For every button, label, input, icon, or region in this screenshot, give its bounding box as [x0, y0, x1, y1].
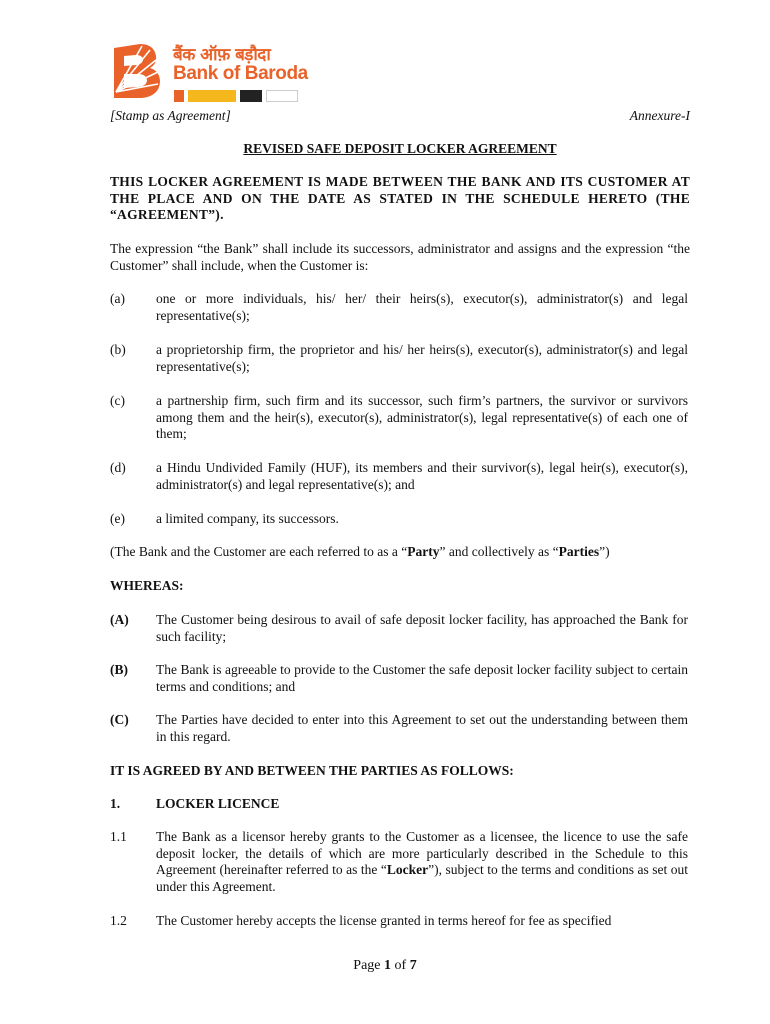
strip-orange	[174, 90, 184, 102]
strip-dark	[240, 90, 262, 102]
stamp-note: [Stamp as Agreement]	[110, 108, 231, 123]
section-title: LOCKER LICENCE	[156, 796, 280, 811]
intro-paragraph: THIS LOCKER AGREEMENT IS MADE BETWEEN THE BANK AND ITS CUSTOMER AT THE PLACE AND ON THE DATE AS STATED IN THE SCHEDULE HERETO (THE “AGREEMENT”).	[110, 174, 690, 222]
list-item-label: (e)	[110, 511, 125, 526]
whereas-heading: WHEREAS:	[110, 578, 184, 593]
list-item-label: (A)	[110, 612, 129, 627]
parties-term: Parties	[558, 544, 600, 559]
strip-yellow	[188, 90, 236, 102]
annexure-label: Annexure-I	[629, 108, 690, 123]
list-item-label: (d)	[110, 460, 126, 475]
locker-term: Locker	[386, 862, 429, 877]
parties-text-1: (The Bank and the Customer are each referred to as a “	[110, 544, 408, 559]
section-number: 1.	[110, 796, 121, 811]
list-item-label: (B)	[110, 662, 128, 677]
list-item-label: (b)	[110, 342, 126, 357]
clause-text-1: The Bank as a licensor hereby grants to the Customer as a licensee, the licence to use the safe deposit locker, the details of which are more particularly described in the Schedule to this Agreement (hereinafter referred to as the “	[156, 829, 688, 877]
list-item-label: (a)	[110, 291, 125, 306]
parties-definition	[110, 544, 690, 561]
logo-english-name: Bank of Baroda	[173, 63, 308, 84]
list-item-text: The Bank is agreeable to provide to the Customer the safe deposit locker facility subject to certain terms and conditions; and	[156, 662, 688, 694]
page-footer	[0, 958, 770, 974]
clause-number: 1.1	[110, 829, 127, 844]
clause-text	[156, 829, 688, 895]
party-term: Party	[407, 544, 440, 559]
total-pages: 7	[409, 958, 417, 973]
parties-text-2: ” and collectively as “	[439, 544, 559, 559]
header-row	[110, 108, 690, 124]
list-item-text: The Parties have decided to enter into this Agreement to set out the understanding between them in this regard.	[156, 712, 688, 744]
document-title: REVISED SAFE DEPOSIT LOCKER AGREEMENT	[243, 141, 557, 156]
list-item-text: The Customer being desirous to avail of safe deposit locker facility, has approached the Bank for such facility;	[156, 612, 688, 644]
parties-text-3: ”)	[599, 544, 610, 559]
list-item-text: a Hindu Undivided Family (HUF), its members and their survivor(s), legal heir(s), executor(s), administrator(s) and legal representative(s); and	[156, 460, 688, 492]
strip-white	[266, 90, 298, 102]
agreed-heading: IT IS AGREED BY AND BETWEEN THE PARTIES AS FOLLOWS:	[110, 763, 514, 778]
list-item-text: a proprietorship firm, the proprietor and his/ her heirs(s), executor(s), administrator(s) and legal representative(s);	[156, 342, 688, 374]
list-item-text: a partnership firm, such firm and its successor, such firm’s partners, the survivor or survivors among them and the heir(s), executor(s), administrator(s), legal representative(s) of each one of them;	[156, 393, 688, 441]
bank-logo	[110, 42, 306, 104]
clause-text: The Customer hereby accepts the license granted in terms hereof for fee as specified	[156, 913, 612, 928]
list-item-text: a limited company, its successors.	[156, 511, 339, 526]
clause-number: 1.2	[110, 913, 127, 928]
bank-emblem-icon	[110, 42, 168, 100]
of-word: of	[394, 958, 407, 973]
clause-text-2: ”), subject to the terms and conditions as set out under this Agreement.	[156, 862, 688, 894]
logo-strip	[174, 90, 304, 102]
list-item-label: (C)	[110, 712, 129, 727]
expression-paragraph: The expression “the Bank” shall include its successors, administrator and assigns and the expression “the Customer” shall include, when the Customer is:	[110, 241, 690, 273]
logo-hindi-name: बैंक ऑफ़ बड़ौदा	[173, 45, 271, 65]
current-page: 1	[384, 958, 392, 973]
list-item-label: (c)	[110, 393, 125, 408]
list-item-text: one or more individuals, his/ her/ their heirs(s), executor(s), administrator(s) and legal representative(s);	[156, 291, 688, 323]
page-word: Page	[353, 958, 381, 973]
